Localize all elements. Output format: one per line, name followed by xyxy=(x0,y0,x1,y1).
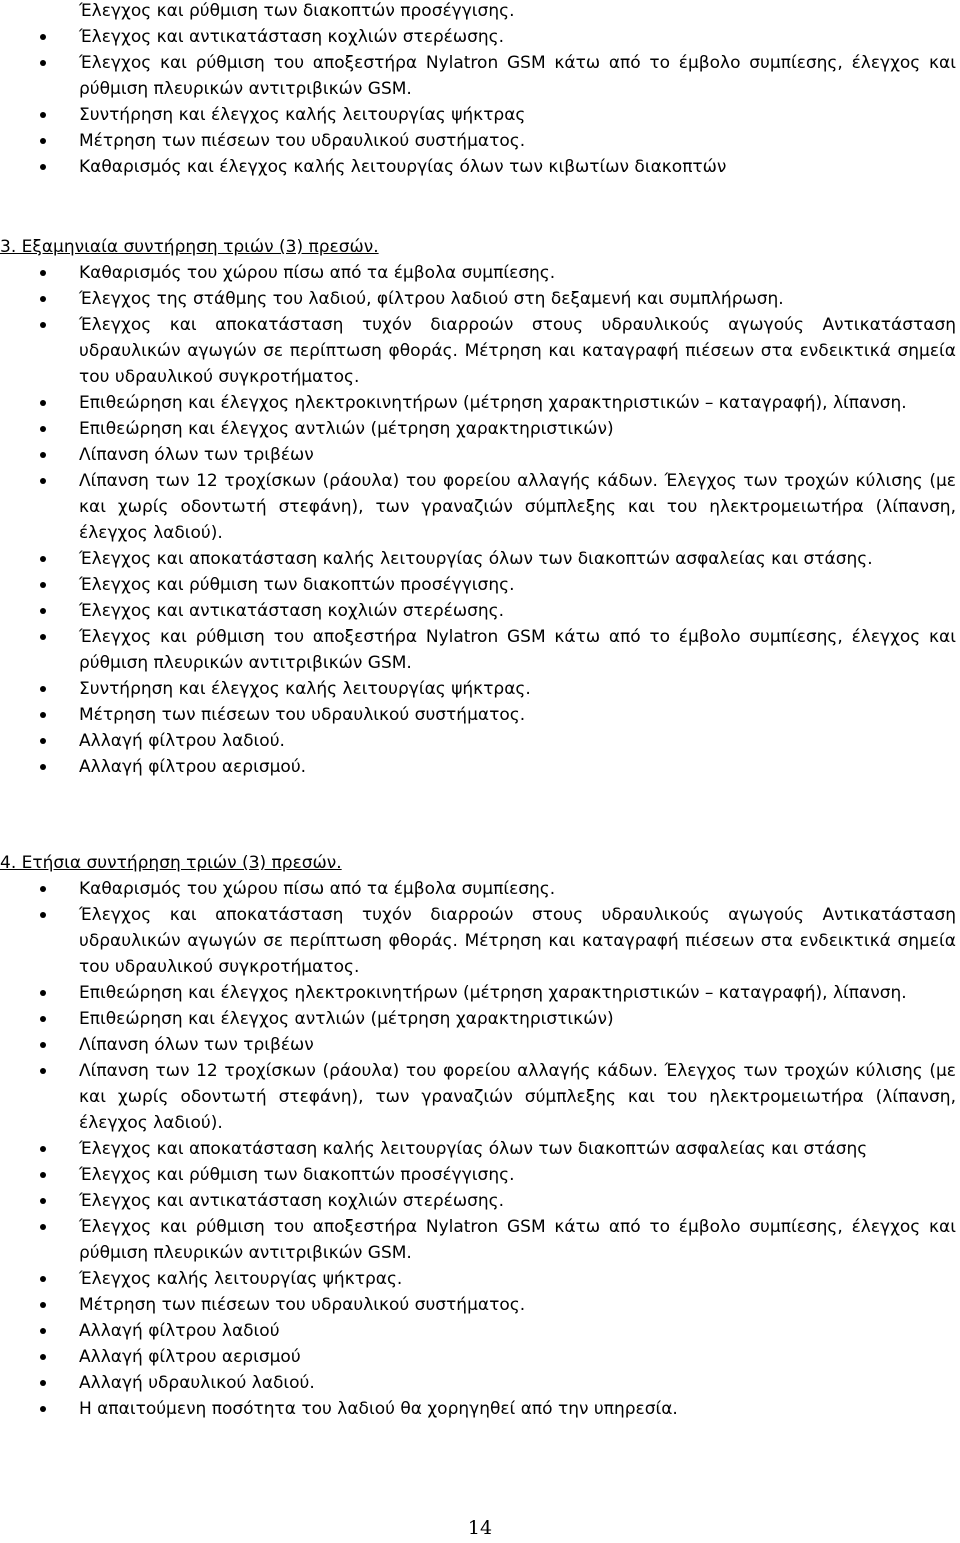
list-item: Συντήρηση και έλεγχος καλής λειτουργίας ψήκτρας xyxy=(0,102,960,128)
list-item: Επιθεώρηση και έλεγχος αντλιών (μέτρηση χαρακτηριστικών) xyxy=(0,416,960,442)
list-item: Αλλαγή φίλτρου λαδιού xyxy=(0,1318,960,1344)
bullet-list-top xyxy=(0,0,960,180)
list-item: Έλεγχος και αντικατάσταση κοχλιών στερέωσης. xyxy=(0,1188,960,1214)
list-item: Έλεγχος και αποκατάσταση καλής λειτουργίας όλων των διακοπτών ασφαλείας και στάσης xyxy=(0,1136,960,1162)
section-4 xyxy=(0,876,960,1422)
page-number: 14 xyxy=(467,1517,493,1539)
list-item: Έλεγχος και αντικατάσταση κοχλιών στερέωσης. xyxy=(0,24,960,50)
list-item: Αλλαγή φίλτρου λαδιού. xyxy=(0,728,960,754)
section-3 xyxy=(0,260,960,780)
list-item: Έλεγχος και ρύθμιση των διακοπτών προσέγγισης. xyxy=(79,1,515,21)
list-item: Καθαρισμός του χώρου πίσω από τα έμβολα συμπίεσης. xyxy=(0,260,960,286)
list-item: Μέτρηση των πιέσεων του υδραυλικού συστήματος. xyxy=(0,1292,960,1318)
bullet-list-section-4 xyxy=(0,876,960,1422)
list-item: Έλεγχος και αποκατάσταση τυχόν διαρροών στους υδραυλικούς αγωγούς Αντικατάσταση υδραυλικών αγωγών σε περίπτωση φθοράς. Μέτρηση και καταγραφή πιέσεων στα ενδεικτικά σημεία του υδραυλικού συγκροτήματος. xyxy=(0,312,960,390)
list-item: Έλεγχος και αποκατάσταση καλής λειτουργίας όλων των διακοπτών ασφαλείας και στάσης. xyxy=(0,546,960,572)
list-item: Καθαρισμός του χώρου πίσω από τα έμβολα συμπίεσης. xyxy=(0,876,960,902)
list-item: Η απαιτούμενη ποσότητα του λαδιού θα χορηγηθεί από την υπηρεσία. xyxy=(0,1396,960,1422)
list-item: Συντήρηση και έλεγχος καλής λειτουργίας ψήκτρας. xyxy=(0,676,960,702)
list-item: Αλλαγή φίλτρου αερισμού xyxy=(0,1344,960,1370)
list-item: Αλλαγή υδραυλικού λαδιού. xyxy=(0,1370,960,1396)
list-item: Έλεγχος και αποκατάσταση τυχόν διαρροών στους υδραυλικούς αγωγούς Αντικατάσταση υδραυλικών αγωγών σε περίπτωση φθοράς. Μέτρηση και καταγραφή πιέσεων στα ενδεικτικά σημεία του υδραυλικού συγκροτήματος. xyxy=(0,902,960,980)
section-3-heading: 3. Εξαμηνιαία συντήρηση τριών (3) πρεσών. xyxy=(0,237,379,257)
list-item: Λίπανση των 12 τροχίσκων (ράουλα) του φορείου αλλαγής κάδων. Έλεγχος των τροχών κύλισης (με και χωρίς οδοντωτή στεφάνη), των γραναζιών σύμπλεξης και του ηλεκτρομειωτήρα (λίπανση, έλεγχος λαδιού). xyxy=(0,1058,960,1136)
list-item: Έλεγχος και ρύθμιση των διακοπτών προσέγγισης. xyxy=(0,572,960,598)
list-item: Επιθεώρηση και έλεγχος αντλιών (μέτρηση χαρακτηριστικών) xyxy=(0,1006,960,1032)
list-item: Αλλαγή φίλτρου αερισμού. xyxy=(0,754,960,780)
list-item: Έλεγχος και ρύθμιση των διακοπτών προσέγγισης. xyxy=(0,1162,960,1188)
list-item: Καθαρισμός και έλεγχος καλής λειτουργίας όλων των κιβωτίων διακοπτών xyxy=(0,154,960,180)
list-item: Έλεγχος και αντικατάσταση κοχλιών στερέωσης. xyxy=(0,598,960,624)
list-item: Λίπανση όλων των τριβέων xyxy=(0,1032,960,1058)
list-item: Μέτρηση των πιέσεων του υδραυλικού συστήματος. xyxy=(0,702,960,728)
list-item: Λίπανση των 12 τροχίσκων (ράουλα) του φορείου αλλαγής κάδων. Έλεγχος των τροχών κύλισης (με και χωρίς οδοντωτή στεφάνη), των γραναζιών σύμπλεξης και του ηλεκτρομειωτήρα (λίπανση, έλεγχος λαδιού). xyxy=(0,468,960,546)
section-top xyxy=(0,0,960,180)
bullet-list-section-3 xyxy=(0,260,960,780)
list-item: Λίπανση όλων των τριβέων xyxy=(0,442,960,468)
list-item: Έλεγχος και ρύθμιση του αποξεστήρα Nylatron GSM κάτω από το έμβολο συμπίεσης, έλεγχος και ρύθμιση πλευρικών αντιτριβικών GSM. xyxy=(0,1214,960,1266)
list-item: Έλεγχος της στάθμης του λαδιού, φίλτρου λαδιού στη δεξαμενή και συμπλήρωση. xyxy=(0,286,960,312)
list-item: Έλεγχος και ρύθμιση του αποξεστήρα Nylatron GSM κάτω από το έμβολο συμπίεσης, έλεγχος και ρύθμιση πλευρικών αντιτριβικών GSM. xyxy=(0,624,960,676)
list-item: Επιθεώρηση και έλεγχος ηλεκτροκινητήρων (μέτρηση χαρακτηριστικών – καταγραφή), λίπανση. xyxy=(0,980,960,1006)
list-item: Έλεγχος και ρύθμιση του αποξεστήρα Nylatron GSM κάτω από το έμβολο συμπίεσης, έλεγχος και ρύθμιση πλευρικών αντιτριβικών GSM. xyxy=(0,50,960,102)
section-4-heading: 4. Ετήσια συντήρηση τριών (3) πρεσών. xyxy=(0,853,342,873)
list-item: Μέτρηση των πιέσεων του υδραυλικού συστήματος. xyxy=(0,128,960,154)
list-item: Έλεγχος καλής λειτουργίας ψήκτρας. xyxy=(0,1266,960,1292)
list-item: Επιθεώρηση και έλεγχος ηλεκτροκινητήρων (μέτρηση χαρακτηριστικών – καταγραφή), λίπανση. xyxy=(0,390,960,416)
